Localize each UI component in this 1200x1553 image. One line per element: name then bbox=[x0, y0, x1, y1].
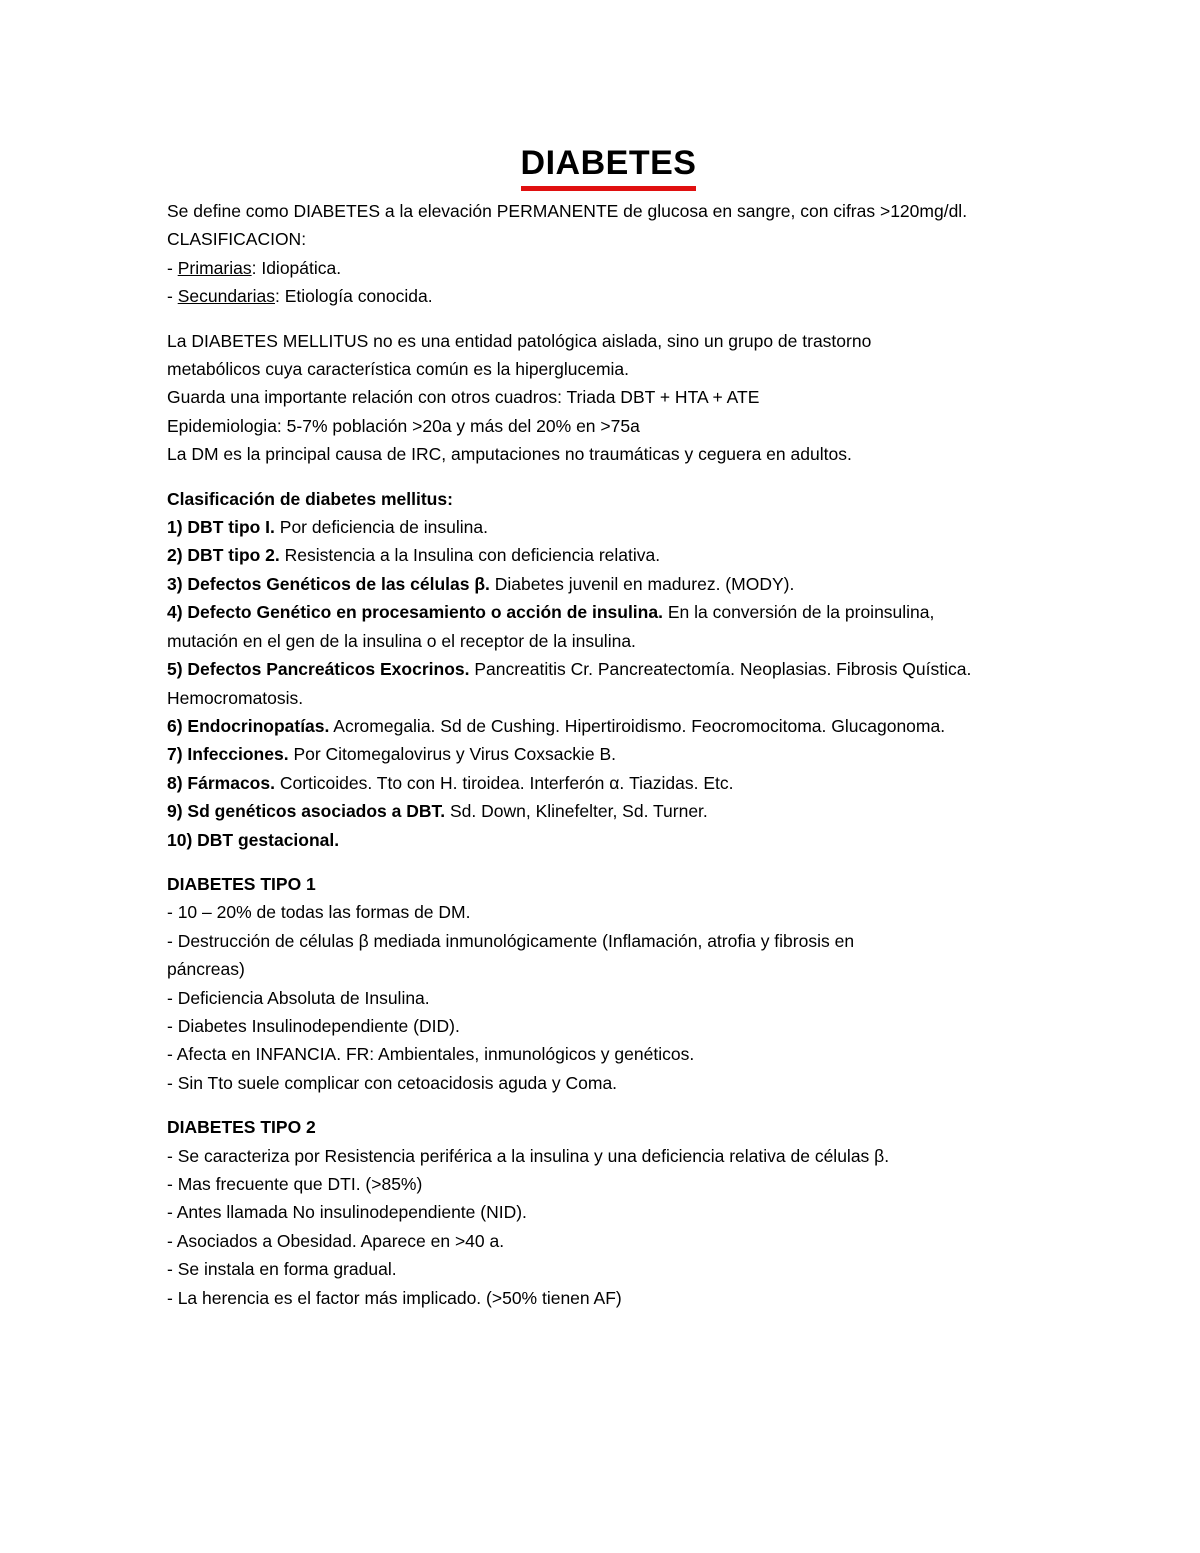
tipo1-line: - Destrucción de células β mediada inmunológicamente (Inflamación, atrofia y fibrosis en bbox=[167, 930, 855, 951]
classification-item-bold: 5) Defectos Pancreáticos Exocrinos. bbox=[167, 659, 470, 680]
classification-item-text: Por deficiencia de insulina. bbox=[274, 517, 488, 538]
classification-item-text: Hemocromatosis. bbox=[167, 687, 304, 708]
classification-item bbox=[167, 598, 1050, 626]
classification-section bbox=[167, 485, 1050, 854]
classification-item-text: Sd. Down, Klinefelter, Sd. Turner. bbox=[445, 801, 708, 822]
tipo1-line: - Sin Tto suele complicar con cetoacidosis aguda y Coma. bbox=[167, 1072, 618, 1093]
classification-item bbox=[167, 712, 1050, 740]
primarias-dash: - bbox=[167, 257, 178, 278]
classification-item-text: Acromegalia. Sd de Cushing. Hipertiroidismo. Feocromocitoma. Glucagonoma. bbox=[329, 715, 946, 736]
secundarias-line bbox=[167, 282, 1050, 310]
clasificacion-heading: CLASIFICACION: bbox=[167, 229, 307, 250]
tipo2-line: - Asociados a Obesidad. Aparece en >40 a. bbox=[167, 1230, 505, 1251]
overview-line: Epidemiologia: 5-7% población >20a y más del 20% en >75a bbox=[167, 415, 640, 436]
overview-line: metabólicos cuya característica común es la hiperglucemia. bbox=[167, 359, 630, 380]
intro-section bbox=[167, 197, 1050, 311]
tipo2-section bbox=[167, 1113, 1050, 1312]
classification-item-text: Corticoides. Tto con H. tiroidea. Interferón α. Tiazidas. Etc. bbox=[274, 772, 734, 793]
tipo2-heading: DIABETES TIPO 2 bbox=[167, 1117, 316, 1138]
overview-line: La DM es la principal causa de IRC, amputaciones no traumáticas y ceguera en adultos. bbox=[167, 444, 852, 465]
classification-item-bold: 7) Infecciones. bbox=[167, 744, 289, 765]
definition-line: Se define como DIABETES a la elevación PERMANENTE de glucosa en sangre, con cifras >120mg/dl. bbox=[167, 201, 968, 221]
secundarias-dash: - bbox=[167, 286, 178, 307]
primarias-label: Primarias bbox=[177, 257, 252, 278]
classification-item bbox=[167, 541, 1050, 569]
page-title-text: DIABETES bbox=[521, 140, 697, 191]
classification-item-text: Por Citomegalovirus y Virus Coxsackie B. bbox=[288, 744, 617, 765]
classification-item bbox=[167, 570, 1050, 598]
tipo2-line: - Antes llamada No insulinodependiente (NID). bbox=[167, 1202, 527, 1223]
classification-item bbox=[167, 684, 1050, 712]
classification-item-text: Pancreatitis Cr. Pancreatectomía. Neoplasias. Fibrosis Quística. bbox=[469, 659, 972, 680]
classification-item bbox=[167, 826, 1050, 854]
classification-item-bold: 3) Defectos Genéticos de las células β. bbox=[167, 573, 490, 594]
classification-item-bold: 2) DBT tipo 2. bbox=[167, 545, 280, 566]
secundarias-label: Secundarias bbox=[177, 286, 275, 307]
tipo1-line: - Deficiencia Absoluta de Insulina. bbox=[167, 987, 430, 1008]
tipo1-line: - Afecta en INFANCIA. FR: Ambientales, inmunológicos y genéticos. bbox=[167, 1044, 695, 1065]
classification-item-text: mutación en el gen de la insulina o el receptor de la insulina. bbox=[167, 630, 636, 651]
classification-item bbox=[167, 513, 1050, 541]
classification-item-text: Resistencia a la Insulina con deficiencia relativa. bbox=[279, 545, 661, 566]
classification-item bbox=[167, 769, 1050, 797]
classification-item bbox=[167, 627, 1050, 655]
tipo1-line: - 10 – 20% de todas las formas de DM. bbox=[167, 902, 471, 923]
secundarias-text: : Etiología conocida. bbox=[275, 286, 433, 307]
tipo2-line: - Mas frecuente que DTI. (>85%) bbox=[167, 1174, 423, 1194]
tipo1-line: - Diabetes Insulinodependiente (DID). bbox=[167, 1015, 460, 1036]
classification-item bbox=[167, 655, 1050, 683]
primarias-line bbox=[167, 254, 1050, 282]
page-title bbox=[167, 140, 1050, 191]
classification-item-bold: 9) Sd genéticos asociados a DBT. bbox=[167, 801, 446, 822]
classification-item-bold: 6) Endocrinopatías. bbox=[167, 715, 330, 736]
tipo1-section bbox=[167, 870, 1050, 1097]
overview-line: Guarda una importante relación con otros cuadros: Triada DBT + HTA + ATE bbox=[167, 387, 760, 408]
classification-item-text: Diabetes juvenil en madurez. (MODY). bbox=[489, 573, 795, 594]
overview-section bbox=[167, 327, 1050, 469]
classification-item-bold: 8) Fármacos. bbox=[167, 772, 275, 793]
classification-item-bold: 1) DBT tipo I. bbox=[167, 517, 275, 538]
primarias-text: : Idiopática. bbox=[251, 257, 342, 278]
tipo1-line: páncreas) bbox=[167, 959, 245, 980]
classification-item-text: En la conversión de la proinsulina, bbox=[662, 602, 935, 623]
classification-item bbox=[167, 797, 1050, 825]
classification-item bbox=[167, 740, 1050, 768]
classification-item-bold: 4) Defecto Genético en procesamiento o acción de insulina. bbox=[167, 602, 663, 623]
tipo2-line: - La herencia es el factor más implicado. (>50% tienen AF) bbox=[167, 1287, 622, 1308]
classification-item-bold: 10) DBT gestacional. bbox=[167, 829, 340, 850]
tipo2-line: - Se caracteriza por Resistencia periférica a la insulina y una deficiencia relativa de células β. bbox=[167, 1145, 890, 1166]
tipo2-line: - Se instala en forma gradual. bbox=[167, 1259, 397, 1280]
tipo1-heading: DIABETES TIPO 1 bbox=[167, 873, 316, 894]
overview-line: La DIABETES MELLITUS no es una entidad patológica aislada, sino un grupo de trastorno bbox=[167, 330, 872, 351]
classification-heading: Clasificación de diabetes mellitus: bbox=[167, 488, 453, 509]
